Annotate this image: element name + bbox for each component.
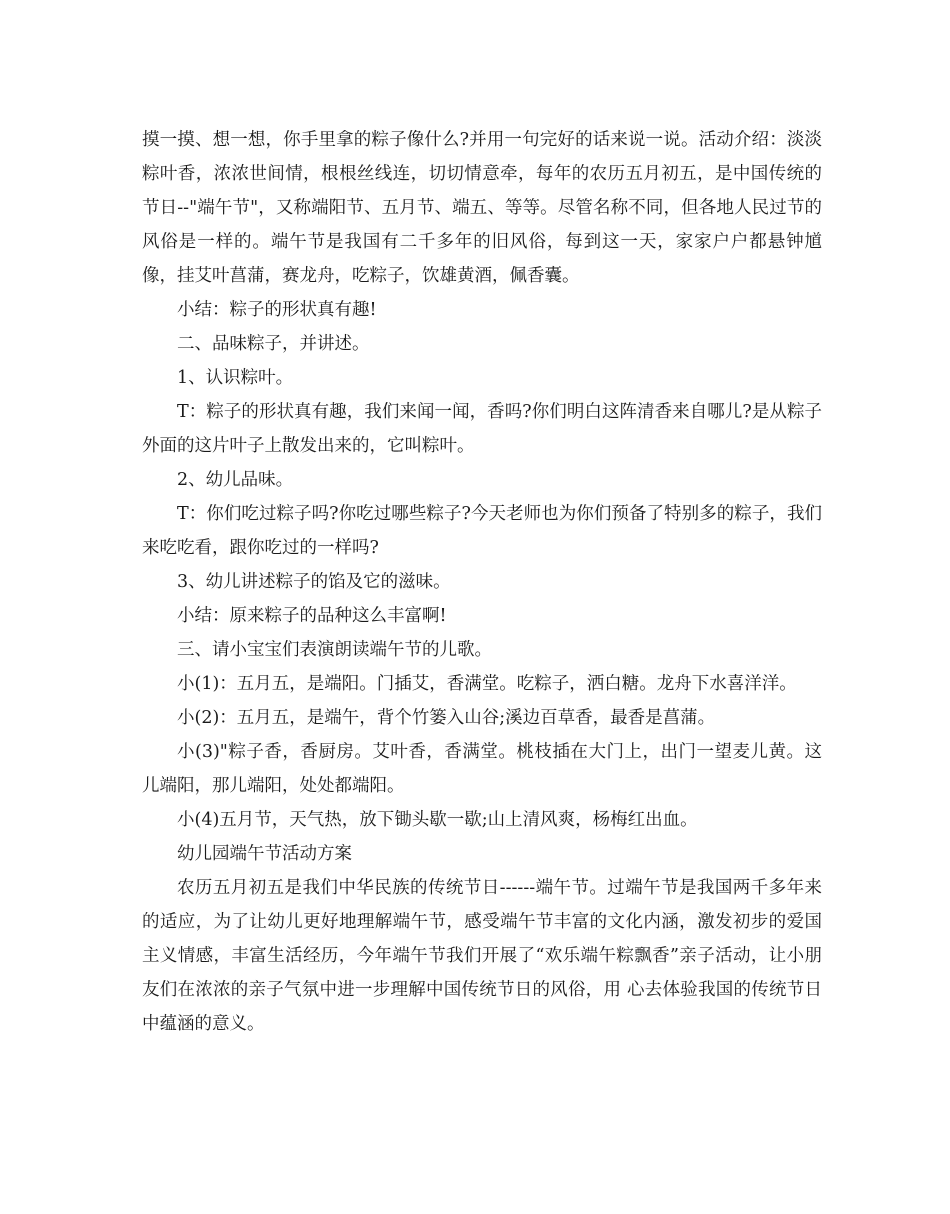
- step-heading: 2、幼儿品味。: [177, 470, 294, 490]
- document-body: [142, 123, 822, 1041]
- rhyme-paragraph: 小(3)"粽子香，香厨房。艾叶香，香满堂。桃枝插在大门上，出门一望麦儿黄。这儿端阳，那儿端阳，处处都端阳。: [142, 742, 822, 796]
- rhyme-paragraph: 小(4)五月节，天气热，放下锄头歇一歇;山上清风爽，杨梅红出血。: [177, 810, 698, 830]
- rhyme-paragraph: 小(1)：五月五，是端阳。门插艾，香满堂。吃粽子，洒白糖。龙舟下水喜洋洋。: [177, 674, 797, 694]
- paragraph: 摸一摸、想一想，你手里拿的粽子像什么?并用一句完好的话来说一说。活动介绍：淡淡粽叶香，浓浓世间情，根根丝线连，切切情意牵，每年的农历五月初五，是中国传统的节日--"端午节"，又称端阳节、五月节、端五、等等。尽管名称不同，但各地人民过节的风俗是一样的。端午节是我国有二千多年的旧风俗，每到这一天，家家户户都悬钟馗像，挂艾叶菖蒲，赛龙舟，吃粽子，饮雄黄酒，佩香囊。: [142, 130, 822, 286]
- section-heading: 三、请小宝宝们表演朗读端午节的儿歌。: [177, 640, 492, 660]
- summary-paragraph: 小结：粽子的形状真有趣!: [177, 300, 377, 320]
- section-heading: 二、品味粽子，并讲述。: [177, 334, 370, 354]
- summary-paragraph: 小结：原来粽子的品种这么丰富啊!: [177, 606, 447, 626]
- rhyme-paragraph: 小(2)：五月五，是端午，背个竹篓入山谷;溪边百草香，最香是菖蒲。: [177, 708, 716, 728]
- paragraph: T：粽子的形状真有趣，我们来闻一闻，香吗?你们明白这阵清香来自哪儿?是从粽子外面的这片叶子上散发出来的，它叫粽叶。: [142, 402, 822, 456]
- step-heading: 1、认识粽叶。: [177, 368, 294, 388]
- paragraph: 农历五月初五是我们中华民族的传统节日------端午节。过端午节是我国两千多年来的适应，为了让幼儿更好地理解端午节，感受端午节丰富的文化内涵，激发初步的爱国主义情感，丰富生活经历，今年端午节我们开展了“欢乐端午粽飘香”亲子活动，让小朋友们在浓浓的亲子气氛中进一步理解中国传统节日的风俗，用 心去体验我国的传统节日中蕴涵的意义。: [142, 878, 822, 1034]
- paragraph: T：你们吃过粽子吗?你吃过哪些粽子?今天老师也为你们预备了特别多的粽子，我们来吃吃看，跟你吃过的一样吗?: [142, 504, 822, 558]
- document-title: 幼儿园端午节活动方案: [177, 844, 352, 864]
- step-heading: 3、幼儿讲述粽子的馅及它的滋味。: [177, 572, 451, 592]
